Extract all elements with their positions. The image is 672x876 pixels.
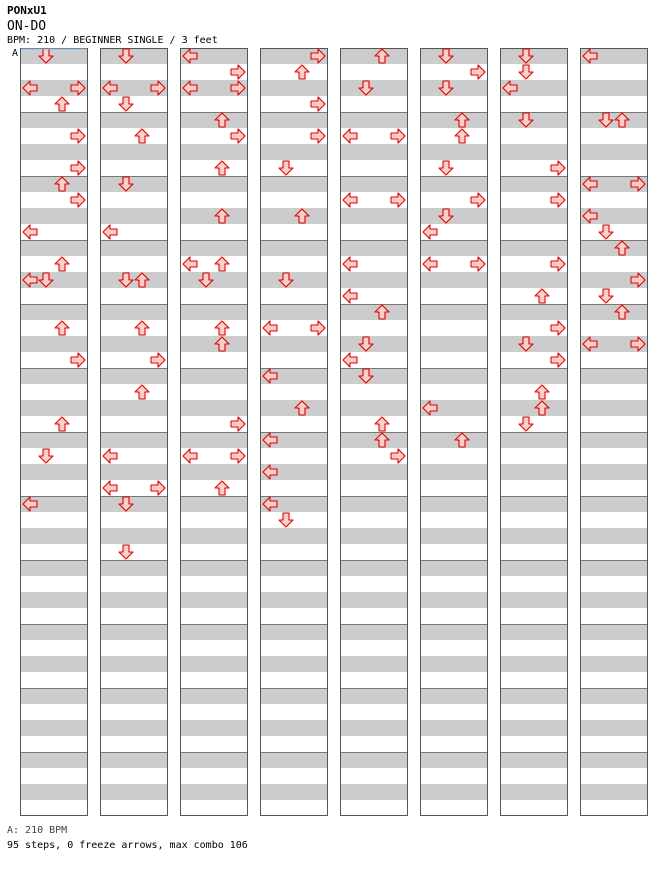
beat-band — [100, 176, 168, 192]
beat-band — [180, 336, 248, 352]
beat-band — [180, 368, 248, 384]
beat-band — [500, 336, 568, 352]
beat-band — [580, 752, 648, 768]
chart-column — [500, 48, 568, 816]
beat-band — [260, 304, 328, 320]
beat-band — [340, 208, 408, 224]
beat-band — [340, 688, 408, 704]
beat-band — [20, 688, 88, 704]
beat-band — [260, 112, 328, 128]
beat-band — [260, 688, 328, 704]
beat-band — [100, 144, 168, 160]
beat-band — [340, 48, 408, 64]
chart-column — [340, 48, 408, 816]
beat-band — [340, 176, 408, 192]
beat-band — [260, 784, 328, 800]
beat-band — [100, 368, 168, 384]
bpm-legend: A: 210 BPM — [7, 825, 68, 836]
beat-band — [500, 400, 568, 416]
beat-band — [20, 208, 88, 224]
chart-column — [180, 48, 248, 816]
beat-band — [100, 272, 168, 288]
beat-band — [500, 112, 568, 128]
beat-band — [580, 688, 648, 704]
beat-band — [100, 240, 168, 256]
beat-band — [340, 304, 408, 320]
beat-band — [500, 48, 568, 64]
beat-band — [580, 784, 648, 800]
beat-band — [580, 112, 648, 128]
beat-band — [580, 560, 648, 576]
beat-band — [100, 336, 168, 352]
beat-band — [500, 496, 568, 512]
beat-band — [260, 656, 328, 672]
beat-band — [340, 496, 408, 512]
beat-band — [420, 592, 488, 608]
beat-band — [100, 688, 168, 704]
beat-band — [420, 272, 488, 288]
beat-band — [420, 752, 488, 768]
beat-band — [100, 112, 168, 128]
beat-band — [420, 528, 488, 544]
beat-band — [20, 176, 88, 192]
beat-band — [340, 560, 408, 576]
beat-band — [180, 400, 248, 416]
beat-band — [100, 592, 168, 608]
beat-band — [580, 240, 648, 256]
beat-band — [180, 496, 248, 512]
beat-band — [20, 752, 88, 768]
beat-band — [580, 656, 648, 672]
beat-band — [180, 176, 248, 192]
beat-band — [20, 240, 88, 256]
beat-band — [580, 720, 648, 736]
beat-band — [340, 592, 408, 608]
beat-band — [180, 592, 248, 608]
beat-band — [180, 304, 248, 320]
beat-band — [580, 144, 648, 160]
beat-band — [260, 560, 328, 576]
beat-band — [100, 752, 168, 768]
beat-band — [500, 176, 568, 192]
beat-band — [100, 656, 168, 672]
beat-band — [180, 656, 248, 672]
beat-band — [260, 144, 328, 160]
beat-band — [20, 656, 88, 672]
beat-band — [180, 272, 248, 288]
beat-band — [100, 208, 168, 224]
chart-column — [580, 48, 648, 816]
beat-band — [580, 400, 648, 416]
beat-band — [420, 784, 488, 800]
beat-band — [180, 464, 248, 480]
beat-band — [180, 432, 248, 448]
beat-band — [580, 80, 648, 96]
beat-band — [420, 80, 488, 96]
beat-band — [420, 112, 488, 128]
beat-band — [100, 432, 168, 448]
beat-band — [500, 368, 568, 384]
beat-band — [260, 240, 328, 256]
beat-band — [340, 336, 408, 352]
beat-band — [580, 304, 648, 320]
beat-band — [20, 784, 88, 800]
beat-band — [420, 240, 488, 256]
beat-band — [20, 368, 88, 384]
beat-band — [340, 464, 408, 480]
beat-band — [260, 272, 328, 288]
beat-band — [420, 464, 488, 480]
beat-band — [20, 400, 88, 416]
chart-column — [20, 48, 88, 816]
beat-band — [180, 240, 248, 256]
beat-band — [420, 304, 488, 320]
beat-band — [20, 528, 88, 544]
beat-band — [340, 784, 408, 800]
beat-band — [100, 464, 168, 480]
beat-band — [500, 208, 568, 224]
beat-band — [420, 368, 488, 384]
beat-band — [20, 464, 88, 480]
beat-band — [260, 336, 328, 352]
beat-band — [180, 624, 248, 640]
beat-band — [420, 144, 488, 160]
beat-band — [340, 144, 408, 160]
beat-band — [180, 112, 248, 128]
chart-info: BPM: 210 / BEGINNER SINGLE / 3 feet — [7, 35, 218, 46]
beat-band — [580, 496, 648, 512]
beat-band — [260, 624, 328, 640]
beat-band — [500, 592, 568, 608]
beat-band — [500, 240, 568, 256]
beat-band — [580, 368, 648, 384]
chart-column — [260, 48, 328, 816]
chart-column — [420, 48, 488, 816]
beat-band — [420, 496, 488, 512]
beat-band — [580, 528, 648, 544]
beat-band — [500, 784, 568, 800]
beat-band — [260, 752, 328, 768]
beat-band — [180, 560, 248, 576]
beat-band — [420, 336, 488, 352]
beat-band — [420, 560, 488, 576]
beat-band — [260, 400, 328, 416]
beat-band — [100, 784, 168, 800]
beat-band — [260, 720, 328, 736]
beat-band — [340, 368, 408, 384]
beat-band — [20, 560, 88, 576]
step-stats: 95 steps, 0 freeze arrows, max combo 106 — [7, 840, 248, 851]
bpm-marker-label: A — [12, 48, 19, 59]
beat-band — [340, 240, 408, 256]
beat-band — [20, 336, 88, 352]
beat-band — [180, 528, 248, 544]
beat-band — [340, 432, 408, 448]
beat-band — [340, 656, 408, 672]
beat-band — [420, 720, 488, 736]
beat-band — [20, 144, 88, 160]
beat-band — [100, 560, 168, 576]
beat-band — [100, 624, 168, 640]
beat-band — [340, 272, 408, 288]
beat-band — [180, 208, 248, 224]
beat-band — [420, 208, 488, 224]
beat-band — [500, 688, 568, 704]
beat-band — [340, 80, 408, 96]
beat-band — [260, 208, 328, 224]
beat-band — [340, 752, 408, 768]
beat-band — [420, 48, 488, 64]
beat-band — [260, 176, 328, 192]
beat-band — [500, 752, 568, 768]
artist-name: PONxU1 — [7, 4, 47, 17]
beat-band — [340, 400, 408, 416]
beat-band — [20, 720, 88, 736]
beat-band — [500, 272, 568, 288]
beat-band — [20, 304, 88, 320]
beat-band — [580, 464, 648, 480]
beat-band — [420, 624, 488, 640]
beat-band — [20, 432, 88, 448]
beat-band — [580, 592, 648, 608]
beat-band — [180, 720, 248, 736]
chart-column — [100, 48, 168, 816]
beat-band — [100, 400, 168, 416]
beat-band — [100, 496, 168, 512]
beat-band — [340, 720, 408, 736]
beat-band — [580, 432, 648, 448]
beat-band — [100, 304, 168, 320]
beat-band — [340, 112, 408, 128]
beat-band — [500, 720, 568, 736]
beat-band — [500, 304, 568, 320]
beat-band — [260, 528, 328, 544]
beat-band — [420, 176, 488, 192]
beat-band — [20, 48, 88, 64]
beat-band — [500, 464, 568, 480]
beat-band — [500, 144, 568, 160]
song-title: ON-DO — [7, 19, 47, 34]
beat-band — [500, 560, 568, 576]
beat-band — [500, 432, 568, 448]
beat-band — [20, 112, 88, 128]
beat-band — [180, 688, 248, 704]
beat-band — [180, 752, 248, 768]
beat-band — [100, 48, 168, 64]
beat-band — [580, 624, 648, 640]
beat-band — [420, 688, 488, 704]
beat-band — [260, 80, 328, 96]
beat-band — [100, 720, 168, 736]
beat-band — [20, 592, 88, 608]
beat-band — [500, 528, 568, 544]
beat-band — [340, 624, 408, 640]
beat-band — [100, 528, 168, 544]
beat-band — [20, 624, 88, 640]
beat-band — [500, 624, 568, 640]
beat-band — [260, 592, 328, 608]
beat-band — [420, 432, 488, 448]
beat-band — [180, 144, 248, 160]
beat-band — [180, 784, 248, 800]
beat-band — [340, 528, 408, 544]
beat-band — [500, 656, 568, 672]
beat-band — [420, 656, 488, 672]
